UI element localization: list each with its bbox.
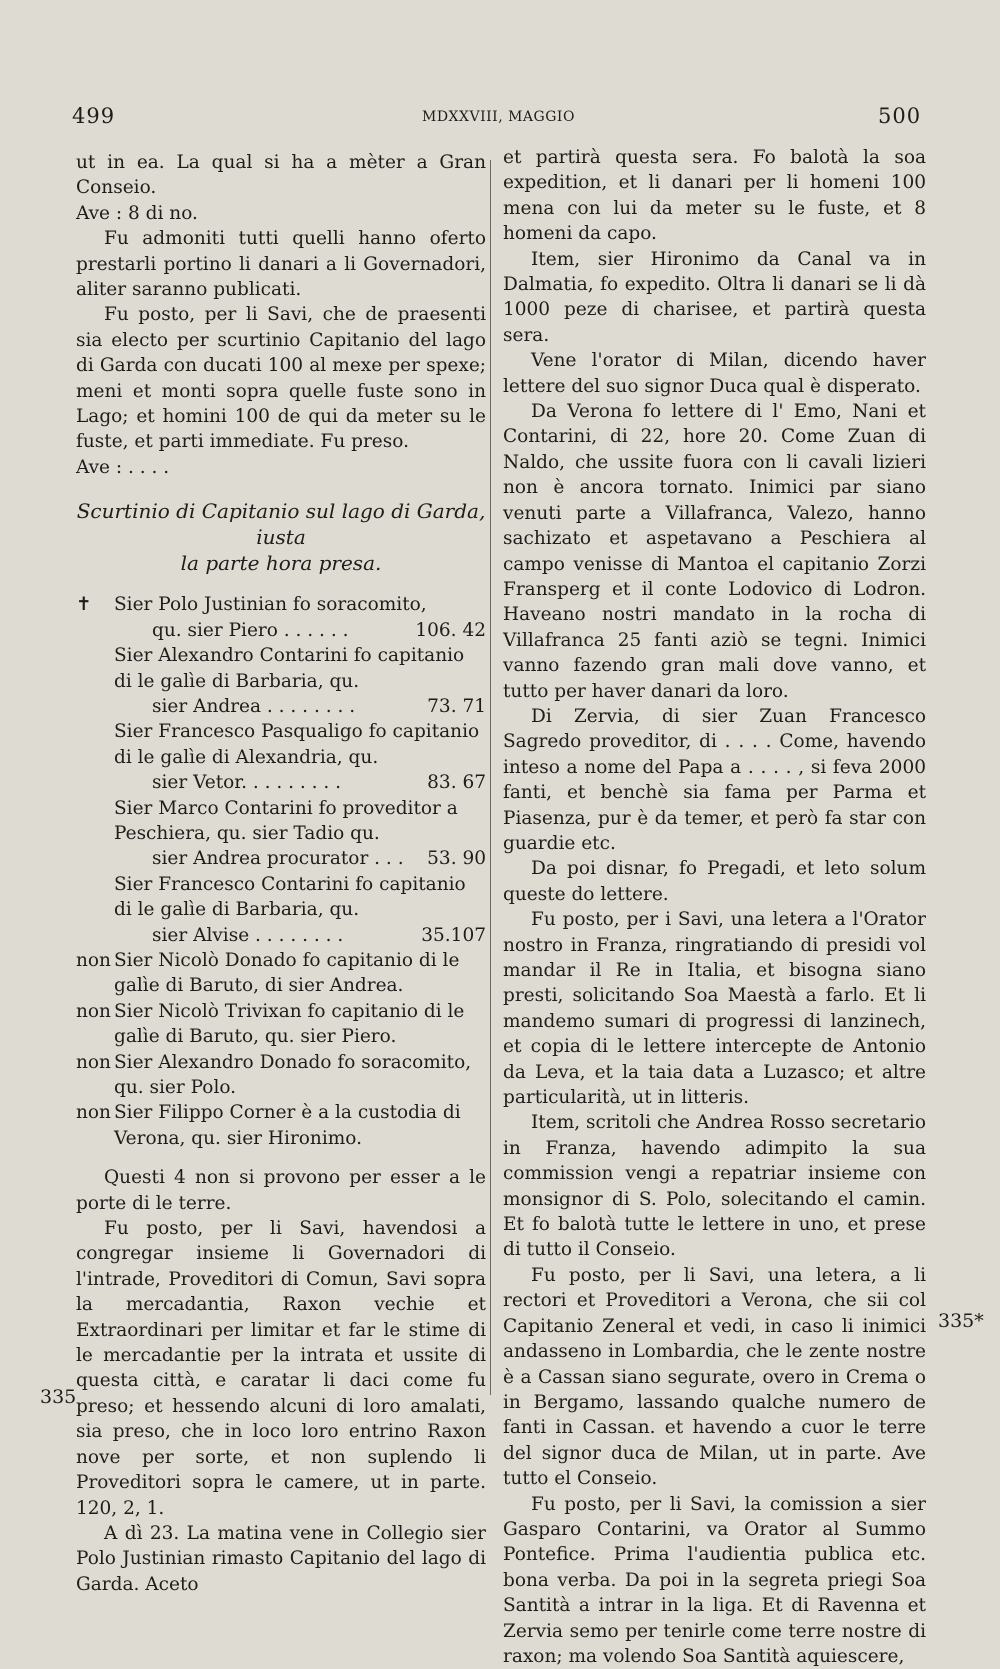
candidate-name: Sier Filippo Corner è a la custodia di Verona, qu. sier Hironimo. [114,1102,461,1149]
running-header: MDXXVIII, MAGGIO [422,109,575,125]
candidate-entry [76,796,486,872]
section-title [76,498,486,576]
margin-note-left: 335 [40,1386,77,1408]
left-column [76,150,486,1597]
paragraph: Fu posto, per i Savi, una letera a l'Orator nostro in Franza, ringratiando di presidi vol mandar il Re in Italia, et bisogna siano presti, solicitando Soa Maestà a farlo. Et li mandemo sumari di progressi di lanzinech, et copia di le lettere intercepte de Antonio da Leva, et la taia data a Luzasco; et altre particularità, ut in litteris. [503,909,926,1109]
paragraph: Questi 4 non si provono per esser a le porte di le terre. [76,1167,486,1214]
candidate-entry [76,872,486,948]
candidate-name: Sier Nicolò Trivixan fo capitanio di le galìe di Baruto, qu. sier Piero. [114,1000,465,1048]
right-page-number: 500 [878,104,922,128]
candidate-name: Sier Nicolò Donado fo capitanio di le galìe di Baruto, di sier Andrea. [114,949,460,997]
left-page-number: 499 [72,104,116,128]
candidate-name: Sier Polo Justinian fo soracomito, [114,594,427,616]
candidate-parentage: sier Vetor. . . . . . . . . [152,772,342,794]
candidate-name: Sier Francesco Pasqualigo fo capitanio di le galìe di Alexandria, qu. [114,721,480,768]
candidate-score: 35.107 [421,924,486,946]
candidate-name: Sier Francesco Contarini fo capitanio di le galìe di Barbaria, qu. [114,873,466,921]
candidate-mark: non [76,1051,111,1073]
margin-note-right: 335* [938,1310,984,1332]
candidate-score: 53. 90 [427,848,486,870]
candidate-mark: non [76,1000,111,1022]
paragraph: ut in ea. La qual si ha a mèter a Gran Conseio. [76,152,486,199]
candidate-name: Sier Marco Contarini fo proveditor a Peschiera, qu. sier Tadio qu. [114,797,458,844]
candidate-name: Sier Alexandro Donado fo soracomito, qu. sier Polo. [114,1051,472,1098]
candidate-entry [76,999,486,1050]
candidate-parentage: sier Andrea procurator . . . [152,848,404,870]
paragraph: Fu posto, per li Savi, la comission a sier Gasparo Contarini, va Orator al Summo Pontefice. Prima l'audientia publica etc. bona verba. Da poi in la segreta priegi Soa Santità a intrar in la liga. Et di Ravenna et Zervia semo per tenirle come terre nostre di raxon; ma volendo Soa Santità aquiescere, [503,1493,926,1667]
paragraph: Fu posto, per li Savi, havendosi a congregar insieme li Governadori di l'intrade, Proveditori di Comun, Savi sopra la mercadantia, Raxon vechie et Extraordinari per limitar et far le stime di le mercadantie per la intrata et ussite di questa città, e caratar li daci come fu preso; et hessendo alcuni di loro amalati, sia preso, che in loco loro entrino Raxon nove per sorte, et non suplendo li Proveditori sopra le camere, ut in parte. 120, 2, 1. [76,1218,486,1519]
candidate-entry [76,1100,486,1151]
candidate-mark: non [76,1102,111,1124]
candidate-list [76,592,486,1151]
paragraph: Fu posto, per li Savi, una letera, a li rectori et Proveditori a Verona, che sii col Capitanio Zeneral et vedi, in caso li inimici andasseno in Lombardia, che le zente nostre è a Cassan siano segurate, overo in Crema o in Bergamo, lassando qualche numero de fanti in Cassan. et havendo a cuor le terre del signor duca de Milan, ut in parte. Ave tutto el Conseio. [503,1264,926,1490]
right-column [503,145,926,1669]
paragraph: Vene l'orator di Milan, dicendo haver lettere del suo signor Duca qual è disperato. [503,350,926,397]
vote-line: Ave : 8 di no. [76,202,198,224]
column-divider [490,160,491,1395]
elected-cross-icon: ✝ [76,594,92,616]
paragraph: et partirà questa sera. Fo balotà la soa expedition, et li danari per li homeni 100 mena con lui da meter su le fuste, et 8 homeni da capo. [503,147,926,245]
candidate-score: 106. 42 [415,619,486,641]
candidate-entry [76,592,486,643]
candidate-score: 83. 67 [427,772,486,794]
vote-line: Ave : . . . . [76,456,170,478]
section-title-line: Scurtinio di Capitanio sul lago di Garda, iusta [76,499,486,550]
candidate-score: 73. 71 [427,695,486,717]
paragraph: Fu admoniti tutti quelli hanno oferto prestarli portino li danari a li Governadori, aliter saranno publicati. [76,228,486,301]
section-title-line: la parte hora presa. [180,551,382,576]
candidate-entry [76,719,486,795]
candidate-mark: non [76,949,111,971]
candidate-parentage: sier Alvise . . . . . . . . [152,924,344,946]
paragraph: Item, sier Hironimo da Canal va in Dalmatia, fo expedito. Oltra li danari se li dà 1000 peze di charisee, et partirà questa sera. [503,248,926,346]
candidate-entry [76,1050,486,1101]
candidate-parentage: sier Andrea . . . . . . . . [152,695,356,717]
paragraph: Item, scritoli che Andrea Rosso secretario in Franza, havendo adimpito la sua commission vengi a repatriar insieme con monsignor di S. Polo, solecitando el camin. Et fo balotà tutte le lettere in uno, et prese di tutto il Conseio. [503,1112,926,1261]
candidate-entry [76,643,486,719]
paragraph: Fu posto, per li Savi, che de praesenti sia electo per scurtinio Capitanio del lago di Garda con ducati 100 al mexe per spexe; meni et monti sopra quelle fuste sono in Lago; et homini 100 de qui da meter su le fuste, et parti immediate. Fu preso. [76,304,486,453]
candidate-entry [76,948,486,999]
paragraph: Da poi disnar, fo Pregadi, et leto solum queste do lettere. [503,858,926,905]
candidate-parentage: qu. sier Piero . . . . . . [152,619,349,641]
candidate-name: Sier Alexandro Contarini fo capitanio di le galìe di Barbaria, qu. [114,645,465,692]
paragraph: A dì 23. La matina vene in Collegio sier Polo Justinian rimasto Capitanio del lago di Garda. Aceto [76,1522,486,1595]
paragraph: Di Zervia, di sier Zuan Francesco Sagredo proveditor, di . . . . Come, havendo inteso a nome del Papa a . . . . , si feva 2000 fanti, et benchè sia fama per Parma et Piasenza, pur è da temer, et però fa star con guardie etc. [503,705,926,854]
paragraph: Da Verona fo lettere di l' Emo, Nani et Contarini, di 22, hore 20. Come Zuan di Naldo, che ussite fuora con li cavali lizieri non è ancora tornato. Inimici par siano venuti parte a Villafranca, Valezo, hanno sachizato et aspetavano a Peschiera al campo venisse di Mantoa el capitanio Zorzi Fransperg et il conte Lodovico di Lodron. Haveano nostri mandato in la rocha di Villafranca 25 fanti aziò se tegni. Inimici vanno fazendo gran mali dove vanno, et tutto per haver danari da loro. [503,401,926,702]
